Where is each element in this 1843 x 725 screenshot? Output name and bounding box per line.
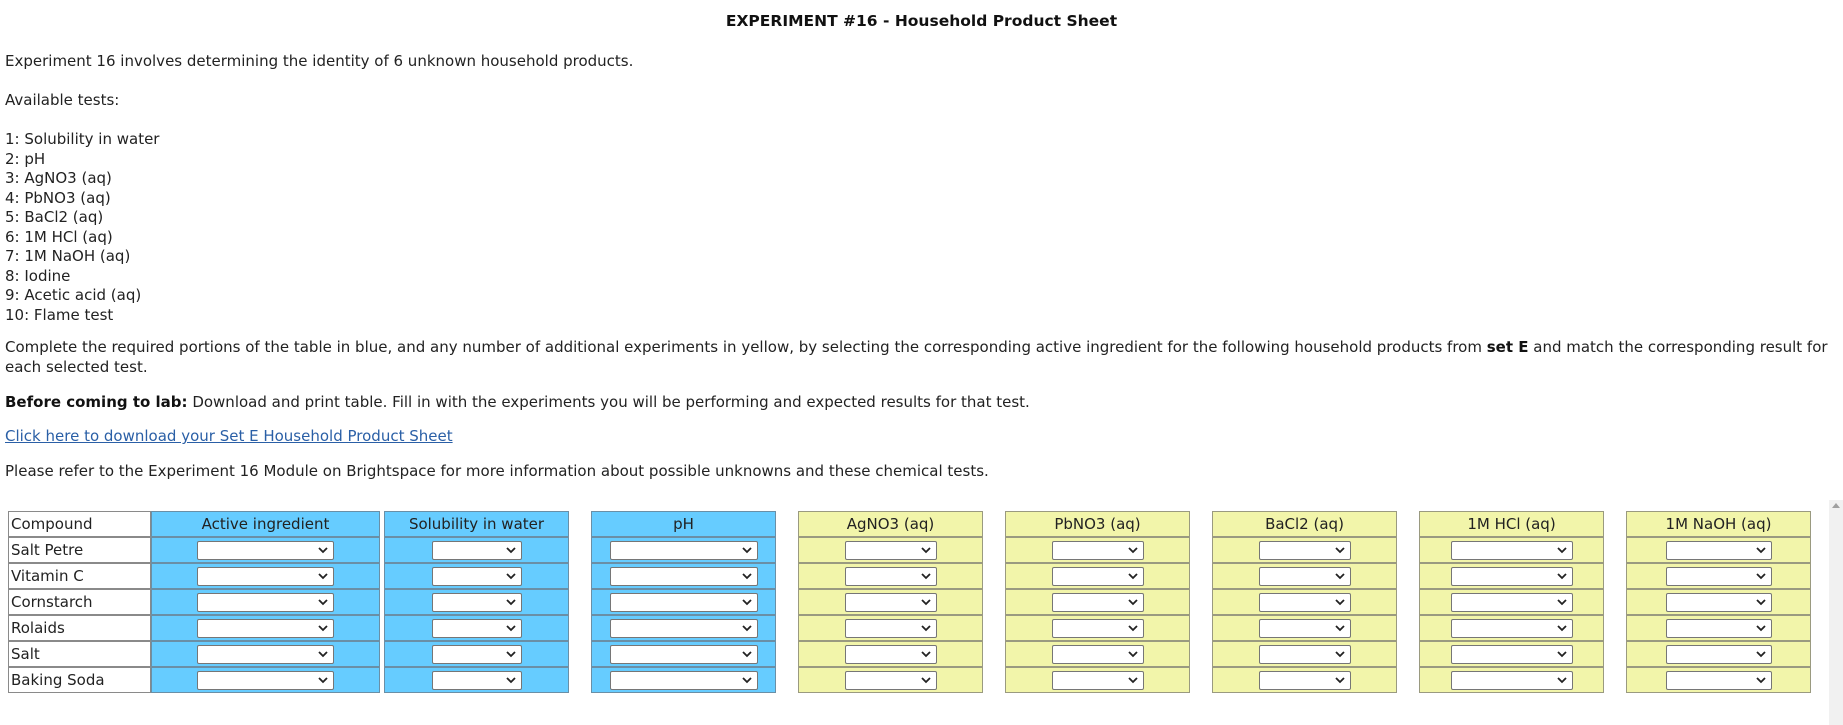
column-gap bbox=[1397, 537, 1419, 563]
vertical-scrollbar[interactable] bbox=[1829, 500, 1843, 725]
intro-text: Experiment 16 involves determining the identity of 6 unknown household products. bbox=[5, 52, 634, 70]
cell-ph bbox=[591, 537, 776, 563]
chevron-down-icon bbox=[921, 651, 931, 658]
bacl2-select[interactable] bbox=[1259, 541, 1351, 560]
column-gap bbox=[983, 563, 1005, 589]
compound-name: Cornstarch bbox=[8, 589, 151, 615]
chevron-down-icon bbox=[1756, 625, 1766, 632]
column-gap bbox=[1190, 615, 1212, 641]
compound-name: Vitamin C bbox=[8, 563, 151, 589]
column-gap bbox=[1190, 537, 1212, 563]
column-header-solubility: Solubility in water bbox=[384, 511, 569, 537]
chevron-down-icon bbox=[1557, 651, 1567, 658]
cell-active-ingredient bbox=[151, 667, 380, 693]
column-gap bbox=[983, 589, 1005, 615]
column-gap bbox=[1604, 537, 1626, 563]
hcl-select[interactable] bbox=[1451, 619, 1573, 638]
download-link-paragraph bbox=[5, 427, 453, 447]
cell-bacl2 bbox=[1212, 667, 1397, 693]
column-gap bbox=[983, 667, 1005, 693]
pbno3-select[interactable] bbox=[1052, 541, 1144, 560]
cell-hcl bbox=[1419, 537, 1604, 563]
bacl2-select[interactable] bbox=[1259, 567, 1351, 586]
ph-select[interactable] bbox=[610, 567, 758, 586]
test-item: 4: PbNO3 (aq) bbox=[5, 188, 111, 207]
cell-active-ingredient bbox=[151, 563, 380, 589]
chevron-down-icon bbox=[1335, 547, 1345, 554]
cell-pbno3 bbox=[1005, 615, 1190, 641]
ph-select[interactable] bbox=[610, 541, 758, 560]
column-header-agno3: AgNO3 (aq) bbox=[798, 511, 983, 537]
table-row bbox=[8, 537, 1811, 563]
cell-solubility bbox=[384, 667, 569, 693]
hcl-select[interactable] bbox=[1451, 567, 1573, 586]
compound-name: Rolaids bbox=[8, 615, 151, 641]
cell-pbno3 bbox=[1005, 641, 1190, 667]
bacl2-select[interactable] bbox=[1259, 593, 1351, 612]
chevron-down-icon bbox=[318, 651, 328, 658]
column-header-naoh: 1M NaOH (aq) bbox=[1626, 511, 1811, 537]
table-row bbox=[8, 589, 1811, 615]
table-header-row bbox=[8, 511, 1811, 537]
test-item: 6: 1M HCl (aq) bbox=[5, 227, 113, 246]
column-gap bbox=[983, 537, 1005, 563]
chevron-down-icon bbox=[921, 547, 931, 554]
active-ingredient-select[interactable] bbox=[197, 567, 334, 586]
instructions-text: Complete the required portions of the table in blue, and any number of additional experiments in yellow, by selecting the corresponding active ingredient for the following household products from set E and match the corresponding result for each selected test. bbox=[5, 338, 1828, 376]
chevron-down-icon bbox=[1128, 599, 1138, 606]
table-row bbox=[8, 667, 1811, 693]
chevron-down-icon bbox=[318, 599, 328, 606]
test-item: 8: Iodine bbox=[5, 266, 71, 285]
cell-active-ingredient bbox=[151, 589, 380, 615]
chevron-down-icon bbox=[742, 599, 752, 606]
chevron-down-icon bbox=[1335, 651, 1345, 658]
active-ingredient-select[interactable] bbox=[197, 541, 334, 560]
chevron-down-icon bbox=[1128, 625, 1138, 632]
cell-ph bbox=[591, 589, 776, 615]
naoh-select[interactable] bbox=[1666, 541, 1772, 560]
chevron-down-icon bbox=[1335, 677, 1345, 684]
chevron-down-icon bbox=[1128, 573, 1138, 580]
chevron-down-icon bbox=[1335, 625, 1345, 632]
cell-solubility bbox=[384, 537, 569, 563]
cell-active-ingredient bbox=[151, 641, 380, 667]
cell-naoh bbox=[1626, 641, 1811, 667]
before-lab-label: Before coming to lab: bbox=[5, 393, 188, 411]
chevron-down-icon bbox=[742, 677, 752, 684]
column-gap bbox=[569, 563, 591, 589]
column-header-pbno3: PbNO3 (aq) bbox=[1005, 511, 1190, 537]
pbno3-select[interactable] bbox=[1052, 619, 1144, 638]
test-item: 3: AgNO3 (aq) bbox=[5, 169, 112, 187]
cell-hcl bbox=[1419, 667, 1604, 693]
chevron-down-icon bbox=[506, 625, 516, 632]
solubility-select[interactable] bbox=[432, 619, 522, 638]
column-header-bacl2: BaCl2 (aq) bbox=[1212, 511, 1397, 537]
download-sheet-link[interactable]: Click here to download your Set E Household Product Sheet bbox=[5, 427, 453, 445]
solubility-select[interactable] bbox=[432, 671, 522, 690]
chevron-down-icon bbox=[1335, 573, 1345, 580]
cell-hcl bbox=[1419, 641, 1604, 667]
compound-header: Compound bbox=[8, 511, 151, 537]
cell-agno3 bbox=[798, 615, 983, 641]
column-gap bbox=[776, 641, 798, 667]
test-item: 5: BaCl2 (aq) bbox=[5, 208, 104, 226]
column-gap bbox=[569, 511, 591, 537]
chevron-down-icon bbox=[1756, 573, 1766, 580]
cell-bacl2 bbox=[1212, 537, 1397, 563]
cell-solubility bbox=[384, 615, 569, 641]
cell-solubility bbox=[384, 563, 569, 589]
bacl2-select[interactable] bbox=[1259, 645, 1351, 664]
column-gap bbox=[1190, 563, 1212, 589]
results-table bbox=[8, 511, 1811, 693]
column-gap bbox=[1604, 667, 1626, 693]
column-gap bbox=[1604, 563, 1626, 589]
cell-bacl2 bbox=[1212, 589, 1397, 615]
naoh-select[interactable] bbox=[1666, 593, 1772, 612]
column-gap bbox=[1190, 667, 1212, 693]
column-gap bbox=[569, 641, 591, 667]
chevron-down-icon bbox=[742, 625, 752, 632]
cell-hcl bbox=[1419, 563, 1604, 589]
chevron-down-icon bbox=[1756, 599, 1766, 606]
ph-select[interactable] bbox=[610, 671, 758, 690]
column-gap bbox=[1190, 511, 1212, 537]
cell-bacl2 bbox=[1212, 615, 1397, 641]
column-header-ph: pH bbox=[591, 511, 776, 537]
cell-naoh bbox=[1626, 563, 1811, 589]
chevron-down-icon bbox=[1557, 625, 1567, 632]
column-gap bbox=[1397, 615, 1419, 641]
chevron-down-icon bbox=[921, 677, 931, 684]
column-gap bbox=[569, 615, 591, 641]
chevron-down-icon bbox=[921, 625, 931, 632]
agno3-select[interactable] bbox=[845, 541, 937, 560]
column-gap bbox=[776, 667, 798, 693]
bacl2-select[interactable] bbox=[1259, 671, 1351, 690]
compound-name: Salt bbox=[8, 641, 151, 667]
column-gap bbox=[983, 511, 1005, 537]
cell-ph bbox=[591, 563, 776, 589]
table-row bbox=[8, 615, 1811, 641]
chevron-down-icon bbox=[1557, 573, 1567, 580]
column-gap bbox=[1397, 563, 1419, 589]
column-gap bbox=[1604, 589, 1626, 615]
column-gap bbox=[983, 615, 1005, 641]
test-item: 10: Flame test bbox=[5, 305, 114, 324]
agno3-select[interactable] bbox=[845, 567, 937, 586]
ph-select[interactable] bbox=[610, 593, 758, 612]
agno3-select[interactable] bbox=[845, 671, 937, 690]
cell-active-ingredient bbox=[151, 615, 380, 641]
compound-name: Salt Petre bbox=[8, 537, 151, 563]
ph-select[interactable] bbox=[610, 619, 758, 638]
chevron-down-icon bbox=[1756, 651, 1766, 658]
column-gap bbox=[1604, 615, 1626, 641]
compound-name: Baking Soda bbox=[8, 667, 151, 693]
cell-naoh bbox=[1626, 615, 1811, 641]
solubility-select[interactable] bbox=[432, 541, 522, 560]
cell-active-ingredient bbox=[151, 537, 380, 563]
cell-bacl2 bbox=[1212, 641, 1397, 667]
test-item: 7: 1M NaOH (aq) bbox=[5, 247, 131, 265]
chevron-down-icon bbox=[1128, 547, 1138, 554]
column-gap bbox=[1604, 511, 1626, 537]
cell-ph bbox=[591, 641, 776, 667]
tests-list bbox=[5, 130, 159, 325]
active-ingredient-select[interactable] bbox=[197, 671, 334, 690]
chevron-down-icon bbox=[506, 677, 516, 684]
cell-agno3 bbox=[798, 563, 983, 589]
agno3-select[interactable] bbox=[845, 593, 937, 612]
cell-ph bbox=[591, 615, 776, 641]
column-gap bbox=[1397, 511, 1419, 537]
naoh-select[interactable] bbox=[1666, 619, 1772, 638]
pbno3-select[interactable] bbox=[1052, 593, 1144, 612]
chevron-down-icon bbox=[1557, 677, 1567, 684]
chevron-down-icon bbox=[506, 573, 516, 580]
scroll-up-icon[interactable] bbox=[1832, 502, 1840, 508]
hcl-select[interactable] bbox=[1451, 593, 1573, 612]
pbno3-select[interactable] bbox=[1052, 567, 1144, 586]
cell-solubility bbox=[384, 589, 569, 615]
table-row bbox=[8, 641, 1811, 667]
cell-naoh bbox=[1626, 537, 1811, 563]
column-header-hcl: 1M HCl (aq) bbox=[1419, 511, 1604, 537]
cell-hcl bbox=[1419, 589, 1604, 615]
cell-agno3 bbox=[798, 537, 983, 563]
test-item: 9: Acetic acid (aq) bbox=[5, 286, 142, 304]
active-ingredient-select[interactable] bbox=[197, 645, 334, 664]
cell-agno3 bbox=[798, 667, 983, 693]
cell-solubility bbox=[384, 641, 569, 667]
pbno3-select[interactable] bbox=[1052, 671, 1144, 690]
page-title: EXPERIMENT #16 - Household Product Sheet bbox=[725, 12, 1118, 30]
chevron-down-icon bbox=[506, 547, 516, 554]
agno3-select[interactable] bbox=[845, 619, 937, 638]
chevron-down-icon bbox=[742, 573, 752, 580]
active-ingredient-select[interactable] bbox=[197, 593, 334, 612]
cell-naoh bbox=[1626, 589, 1811, 615]
column-gap bbox=[1604, 641, 1626, 667]
solubility-select[interactable] bbox=[432, 567, 522, 586]
hcl-select[interactable] bbox=[1451, 645, 1573, 664]
cell-pbno3 bbox=[1005, 563, 1190, 589]
solubility-select[interactable] bbox=[432, 645, 522, 664]
results-table-container bbox=[8, 511, 1826, 711]
chevron-down-icon bbox=[1557, 599, 1567, 606]
agno3-select[interactable] bbox=[845, 645, 937, 664]
naoh-select[interactable] bbox=[1666, 671, 1772, 690]
cell-naoh bbox=[1626, 667, 1811, 693]
chevron-down-icon bbox=[1756, 547, 1766, 554]
column-gap bbox=[776, 615, 798, 641]
cell-agno3 bbox=[798, 641, 983, 667]
cell-pbno3 bbox=[1005, 537, 1190, 563]
cell-agno3 bbox=[798, 589, 983, 615]
chevron-down-icon bbox=[318, 677, 328, 684]
hcl-select[interactable] bbox=[1451, 541, 1573, 560]
column-gap bbox=[569, 667, 591, 693]
cell-bacl2 bbox=[1212, 563, 1397, 589]
cell-pbno3 bbox=[1005, 589, 1190, 615]
naoh-select[interactable] bbox=[1666, 567, 1772, 586]
ph-select[interactable] bbox=[610, 645, 758, 664]
column-gap bbox=[569, 537, 591, 563]
chevron-down-icon bbox=[1335, 599, 1345, 606]
pbno3-select[interactable] bbox=[1052, 645, 1144, 664]
before-lab-text: Before coming to lab: Download and print table. Fill in with the experiments you will be performing and expected results for that test. bbox=[5, 393, 1030, 411]
set-label: set E bbox=[1486, 338, 1529, 356]
chevron-down-icon bbox=[506, 599, 516, 606]
column-gap bbox=[776, 537, 798, 563]
refer-text: Please refer to the Experiment 16 Module on Brightspace for more information about possible unknowns and these chemical tests. bbox=[5, 462, 989, 480]
chevron-down-icon bbox=[742, 651, 752, 658]
chevron-down-icon bbox=[1756, 677, 1766, 684]
table-row bbox=[8, 563, 1811, 589]
solubility-select[interactable] bbox=[432, 593, 522, 612]
cell-ph bbox=[591, 667, 776, 693]
chevron-down-icon bbox=[1128, 677, 1138, 684]
column-gap bbox=[776, 589, 798, 615]
column-header-active-ingredient: Active ingredient bbox=[151, 511, 380, 537]
column-gap bbox=[776, 563, 798, 589]
cell-pbno3 bbox=[1005, 667, 1190, 693]
column-gap bbox=[776, 511, 798, 537]
active-ingredient-select[interactable] bbox=[197, 619, 334, 638]
test-item: 1: Solubility in water bbox=[5, 130, 160, 148]
chevron-down-icon bbox=[1557, 547, 1567, 554]
column-gap bbox=[1190, 589, 1212, 615]
column-gap bbox=[1397, 667, 1419, 693]
test-item: 2: pH bbox=[5, 149, 46, 168]
column-gap bbox=[983, 641, 1005, 667]
chevron-down-icon bbox=[318, 547, 328, 554]
chevron-down-icon bbox=[921, 599, 931, 606]
chevron-down-icon bbox=[318, 573, 328, 580]
cell-hcl bbox=[1419, 615, 1604, 641]
chevron-down-icon bbox=[318, 625, 328, 632]
chevron-down-icon bbox=[921, 573, 931, 580]
chevron-down-icon bbox=[742, 547, 752, 554]
naoh-select[interactable] bbox=[1666, 645, 1772, 664]
column-gap bbox=[1397, 641, 1419, 667]
hcl-select[interactable] bbox=[1451, 671, 1573, 690]
column-gap bbox=[1190, 641, 1212, 667]
column-gap bbox=[1397, 589, 1419, 615]
bacl2-select[interactable] bbox=[1259, 619, 1351, 638]
chevron-down-icon bbox=[506, 651, 516, 658]
chevron-down-icon bbox=[1128, 651, 1138, 658]
tests-heading: Available tests: bbox=[5, 91, 120, 109]
column-gap bbox=[569, 589, 591, 615]
